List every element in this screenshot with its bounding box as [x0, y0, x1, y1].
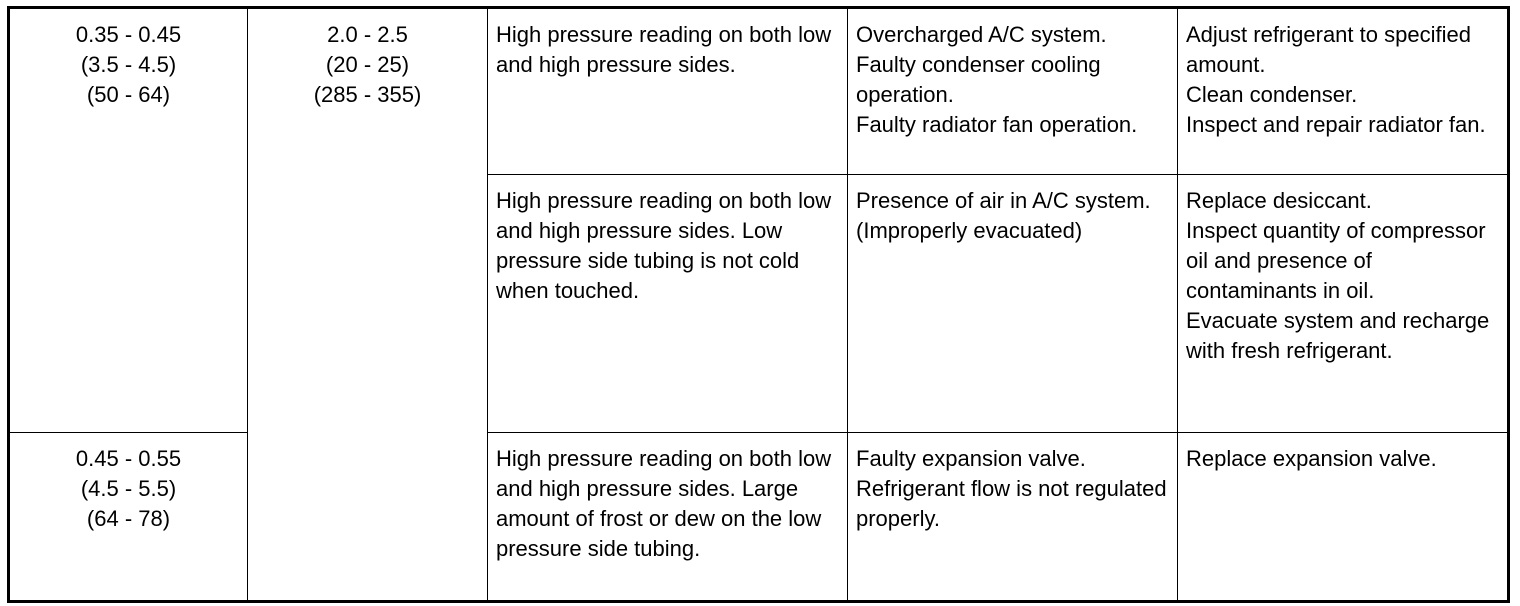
cause-cell — [848, 433, 1178, 602]
remedy-text: Clean condenser. — [1186, 82, 1358, 107]
cause-text: Refrigerant flow is not regulated properly. — [856, 476, 1167, 531]
low-pressure-value: (50 - 64) — [86, 82, 171, 107]
low-pressure-value: (4.5 - 5.5) — [80, 476, 177, 501]
cause-cell — [848, 8, 1178, 175]
remedy-text: Evacuate system and recharge with fresh refrigerant. — [1186, 308, 1490, 363]
remedy-text: Inspect quantity of compressor oil and presence of contaminants in oil. — [1186, 218, 1486, 303]
low-pressure-value: 0.45 - 0.55 — [75, 446, 182, 471]
symptom-cell — [488, 433, 848, 602]
low-pressure-cell — [9, 433, 248, 602]
cause-cell — [848, 175, 1178, 433]
table-row — [9, 8, 1509, 175]
high-pressure-value: 2.0 - 2.5 — [327, 22, 408, 47]
remedy-text: Replace expansion valve. — [1186, 446, 1437, 471]
low-pressure-value: (64 - 78) — [86, 506, 171, 531]
cause-text: Presence of air in A/C system. (Improperly evacuated) — [856, 188, 1151, 243]
high-pressure-value: (20 - 25) — [325, 52, 410, 77]
remedy-cell — [1178, 175, 1509, 433]
diagnosis-table — [7, 6, 1510, 603]
symptom-text: High pressure reading on both low and high pressure sides. — [496, 22, 832, 77]
cause-text: Overcharged A/C system. — [856, 22, 1107, 47]
high-pressure-cell — [248, 8, 488, 602]
high-pressure-value: (285 - 355) — [313, 82, 422, 107]
low-pressure-cell — [9, 8, 248, 433]
remedy-text: Inspect and repair radiator fan. — [1186, 112, 1486, 137]
low-pressure-value: (3.5 - 4.5) — [80, 52, 177, 77]
remedy-text: Adjust refrigerant to specified amount. — [1186, 22, 1471, 77]
symptom-text: High pressure reading on both low and high pressure sides. Low pressure side tubing is not cold when touched. — [496, 188, 832, 303]
cause-text: Faulty expansion valve. — [856, 446, 1086, 471]
table-row — [9, 433, 1509, 602]
cause-text: Faulty condenser cooling operation. — [856, 52, 1101, 107]
symptom-text: High pressure reading on both low and high pressure sides. Large amount of frost or dew on the low pressure side tubing. — [496, 446, 832, 561]
symptom-cell — [488, 175, 848, 433]
low-pressure-value: 0.35 - 0.45 — [75, 22, 182, 47]
remedy-text: Replace desiccant. — [1186, 188, 1372, 213]
remedy-cell — [1178, 433, 1509, 602]
remedy-cell — [1178, 8, 1509, 175]
cause-text: Faulty radiator fan operation. — [856, 112, 1138, 137]
symptom-cell — [488, 8, 848, 175]
